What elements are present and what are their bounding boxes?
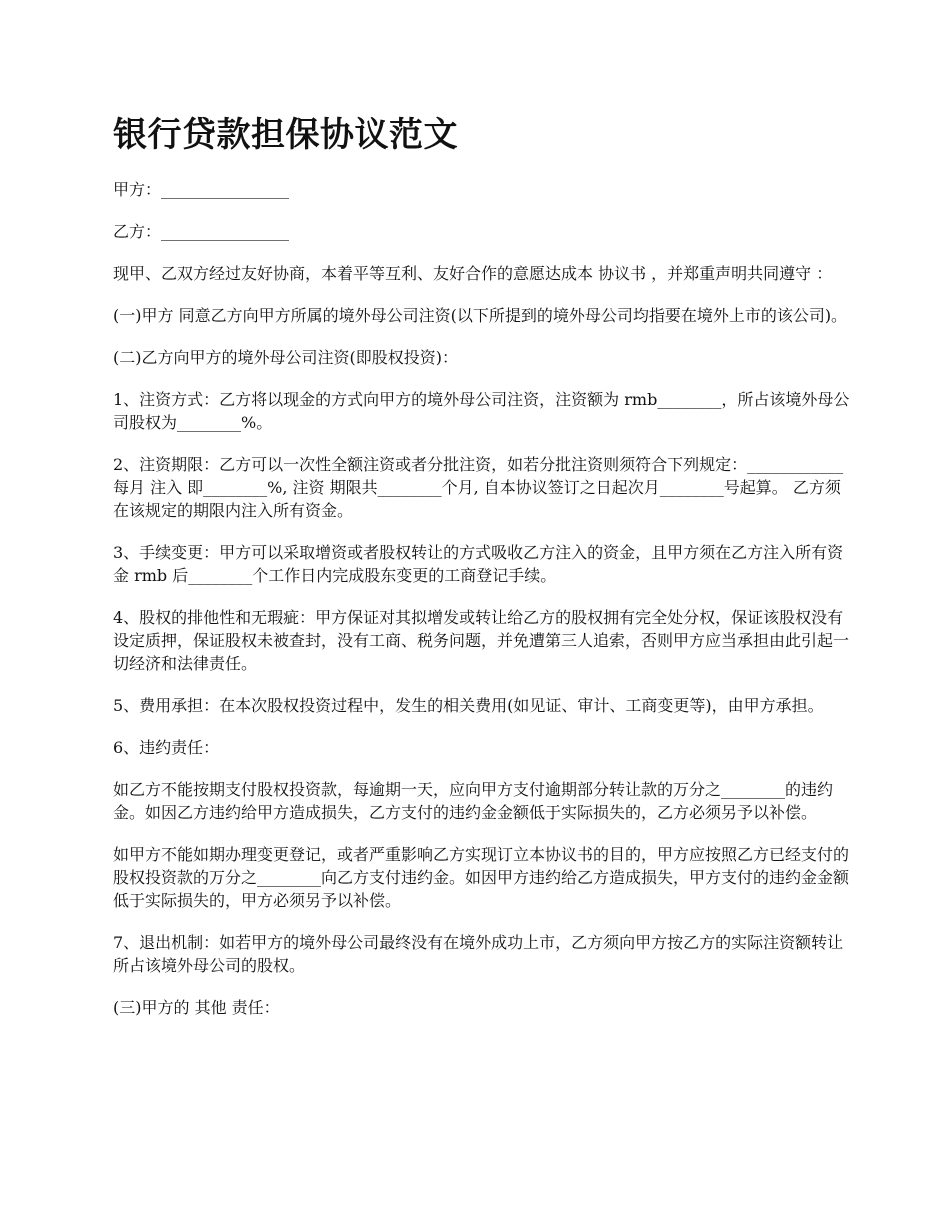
document-title: 银行贷款担保协议范文 — [113, 115, 458, 155]
clause-4-paragraph: 4、股权的排他性和无瑕疵：甲方保证对其拟增发或转让给乙方的股权拥有完全处分权，保证该股权没有设定质押，保证股权未被查封，没有工商、税务问题，并免遭第三人追索，否则甲方应当承担由此引起一切经济和法律责任。 — [113, 608, 850, 673]
section-3-heading: (三)甲方的 其他 责任： — [113, 998, 280, 1017]
clause-1-paragraph: 1、注资方式：乙方将以现金的方式向甲方的境外母公司注资，注资额为 rmb________，所占该境外母公司股权为________%。 — [113, 390, 850, 432]
breach-party-b-paragraph: 如乙方不能按期支付股权投资款，每逾期一天，应向甲方支付逾期部分转让款的万分之________的违约金。如因乙方违约给甲方造成损失，乙方支付的违约金金额低于实际损失的，乙方必须另予以补偿。 — [113, 780, 834, 822]
clause-7-paragraph: 7、退出机制：如若甲方的境外母公司最终没有在境外成功上市，乙方须向甲方按乙方的实际注资额转让所占该境外母公司的股权。 — [113, 933, 844, 975]
clause-2-paragraph: 2、注资期限：乙方可以一次性全额注资或者分批注资，如若分批注资则须符合下列规定：____________ 每月 注入 即________%, 注资 期限共________个月, 自本协议签订之日起次月________号起算。 乙方须在该规定的期限内注入所有资金。 — [113, 455, 849, 520]
clause-5-paragraph: 5、费用承担：在本次股权投资过程中，发生的相关费用(如见证、审计、工商变更等)，由甲方承担。 — [113, 696, 824, 715]
document-page — [113, 112, 853, 1038]
section-2-heading: (二)乙方向甲方的境外母公司注资(即股权投资)： — [113, 348, 458, 367]
party-a-line: 甲方：________________ — [113, 180, 290, 199]
clause-6-heading: 6、违约责任： — [113, 738, 220, 757]
breach-party-a-paragraph: 如甲方不能如期办理变更登记，或者严重影响乙方实现订立本协议书的目的，甲方应按照乙方已经支付的股权投资款的万分之________向乙方支付违约金。如因甲方违约给乙方造成损失，甲方支付的违约金金额低于实际损失的，甲方必须另予以补偿。 — [113, 845, 850, 910]
section-1-paragraph: (一)甲方 同意乙方向甲方所属的境外母公司注资(以下所提到的境外母公司均指要在境外上市的该公司)。 — [113, 306, 848, 325]
party-b-line: 乙方：________________ — [113, 222, 290, 241]
preamble-paragraph: 现甲、乙双方经过友好协商，本着平等互利、友好合作的意愿达成本 协议书 ，并郑重声明共同遵守 ： — [113, 264, 833, 283]
clause-3-paragraph: 3、手续变更：甲方可以采取增资或者股权转让的方式吸收乙方注入的资金，且甲方须在乙方注入所有资金 rmb 后________个工作日内完成股东变更的工商登记手续。 — [113, 543, 844, 585]
